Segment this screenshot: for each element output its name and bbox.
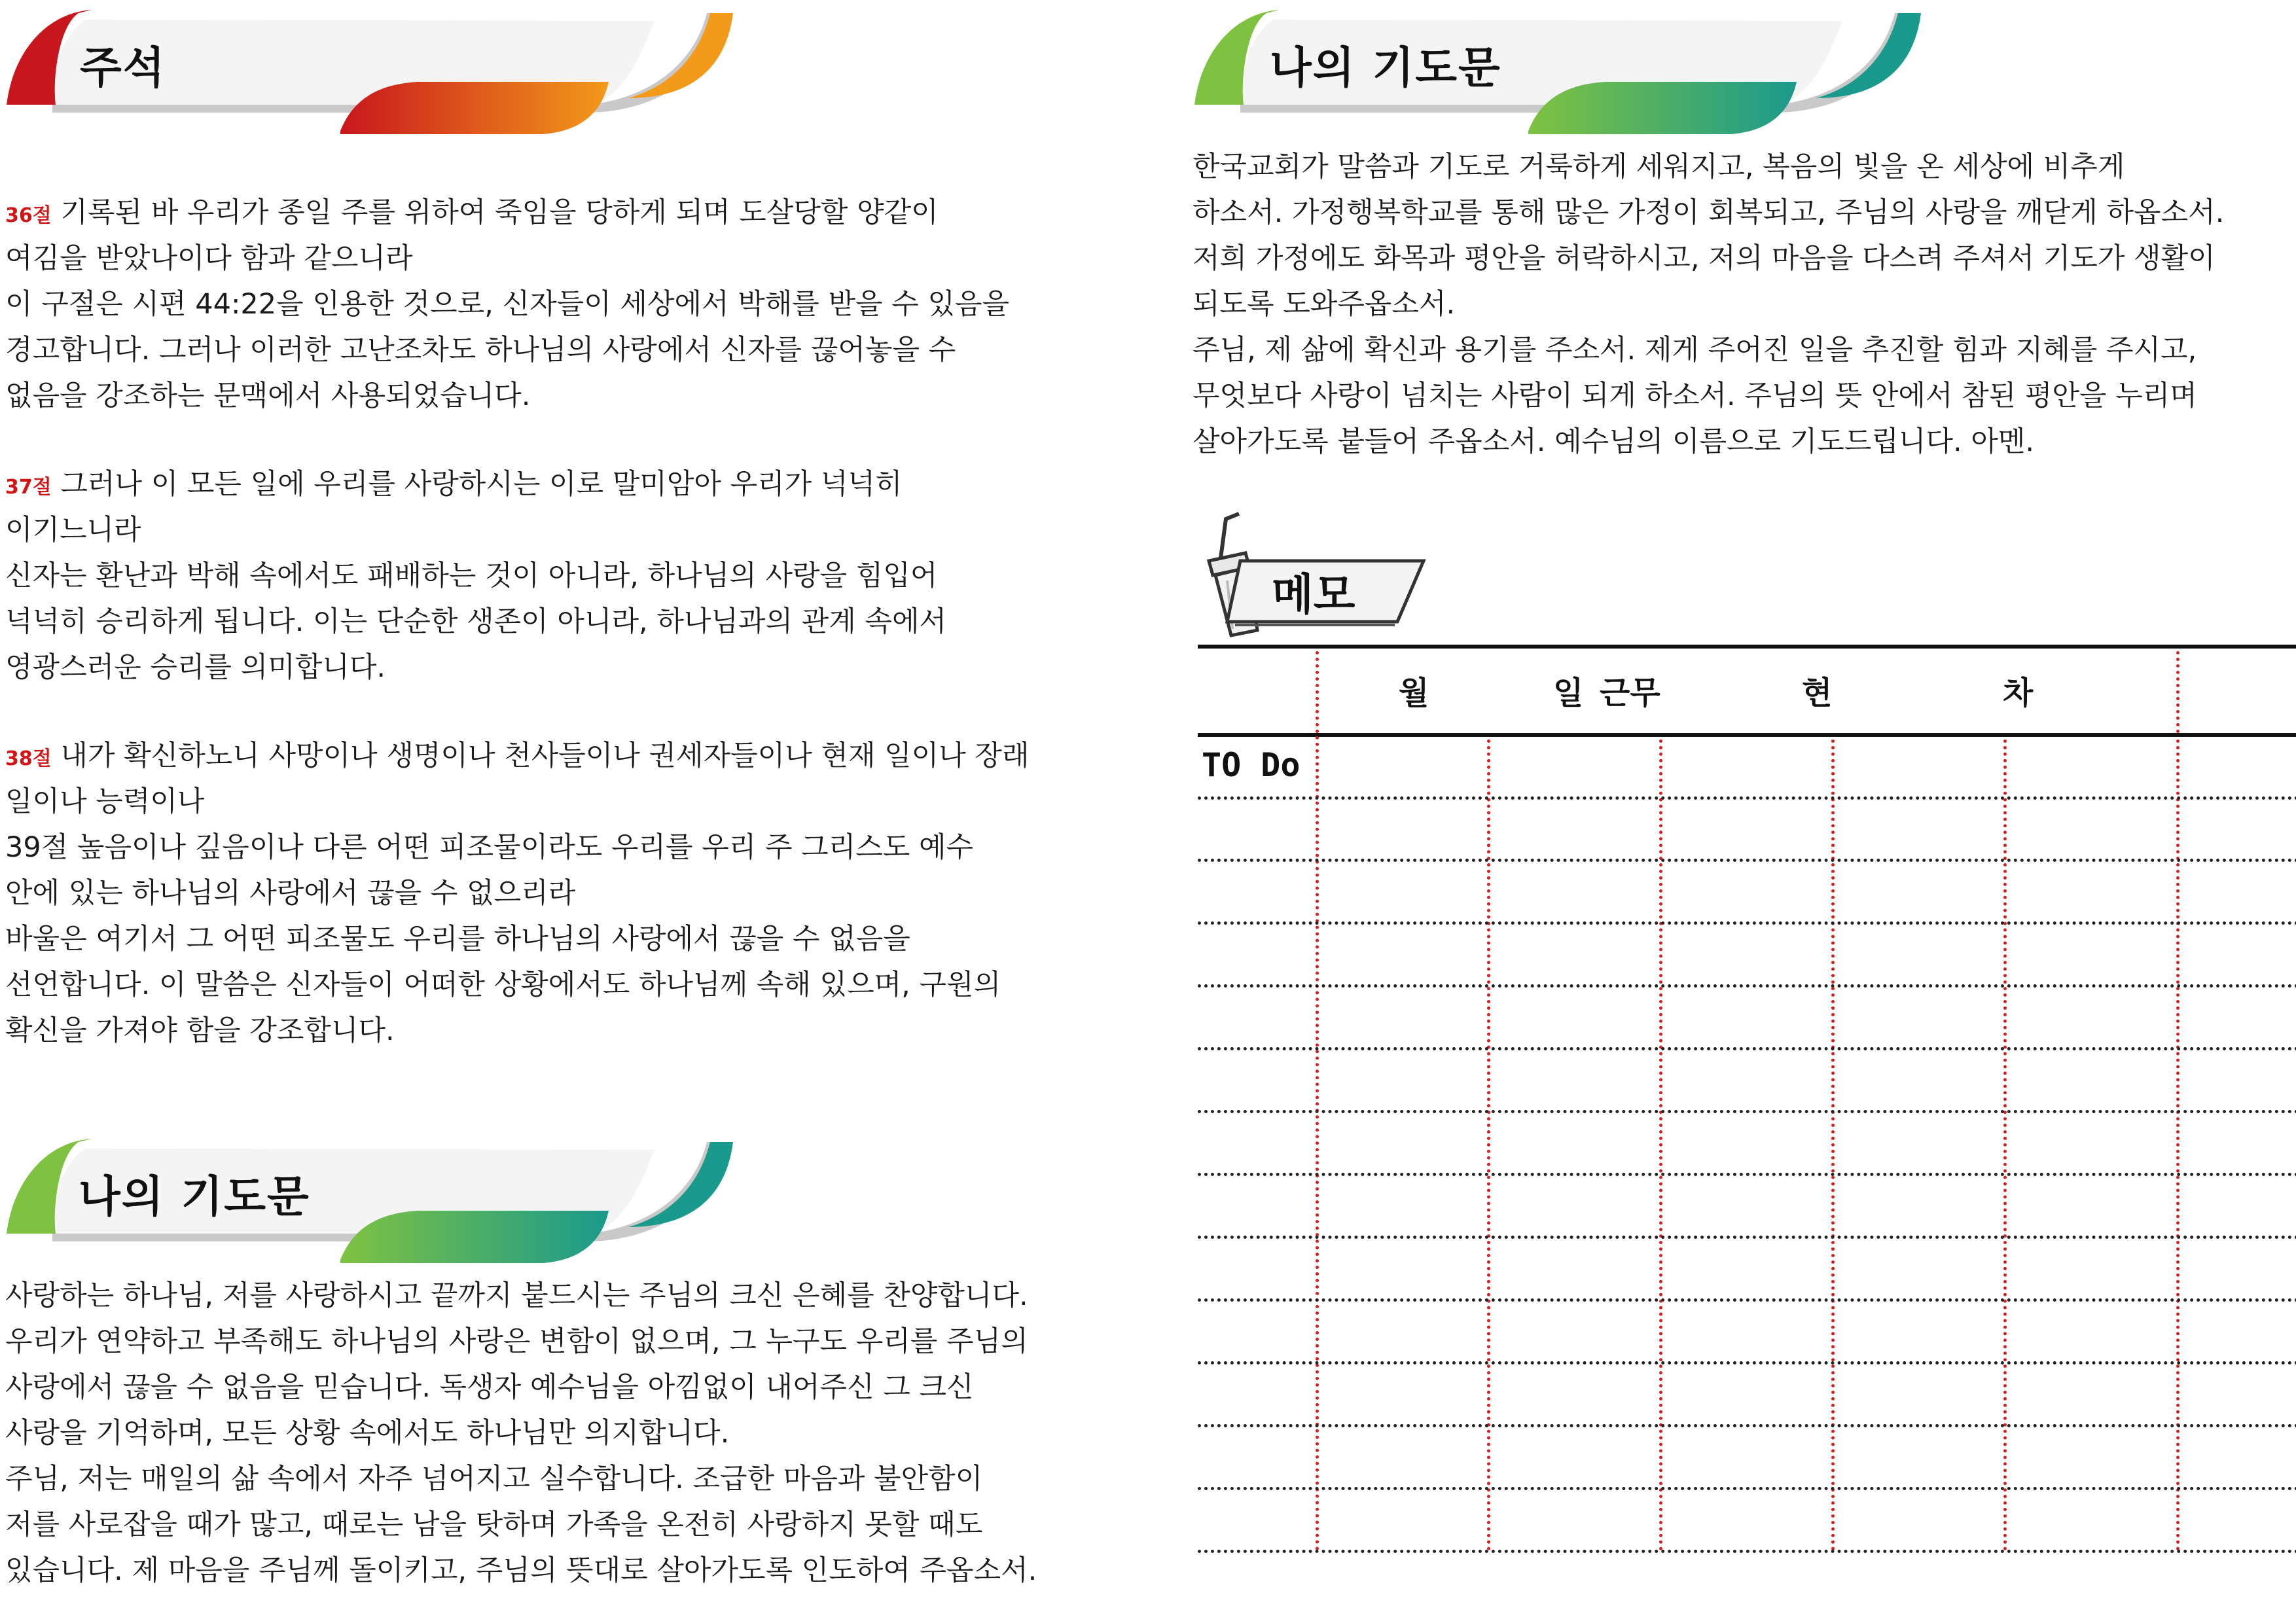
planner-column-divider	[2176, 651, 2179, 733]
planner-header-day: 일	[1553, 675, 1584, 711]
planner-row-line	[1198, 859, 2296, 862]
prayer-right-line-2: 하소서. 가정행복학교를 통해 많은 가정이 회복되고, 주님의 사랑을 깨닫게 하옵소서.	[1193, 196, 2225, 229]
verse-number-37: 37절	[5, 476, 52, 499]
prayer-right-line-1: 한국교회가 말씀과 기도로 거룩하게 세워지고, 복음의 빛을 온 세상에 비추게	[1193, 151, 2125, 183]
verse-37-comment-1: 신자는 환난과 박해 속에서도 패배하는 것이 아니라, 하나님의 사랑을 힘입어	[5, 560, 938, 592]
prayer-right-banner	[1188, 0, 1960, 144]
prayer-left-line-4: 사랑을 기억하며, 모든 상황 속에서도 하나님만 의지합니다.	[5, 1417, 730, 1450]
planner-row-line	[1198, 921, 2296, 925]
prayer-left-line-7: 있습니다. 제 마음을 주님께 돌이키고, 주님의 뜻대로 살아가도록 인도하여 주옵소서.	[5, 1554, 1037, 1587]
planner-top-rule	[1198, 645, 2296, 649]
verse-36-comment-2: 경고합니다. 그러나 이러한 고난조차도 하나님의 사랑에서 신자를 끊어놓을 수	[5, 334, 956, 366]
memo-header	[1201, 507, 1437, 638]
planner-row-line	[1198, 1550, 2296, 1553]
planner-header-work: 근무	[1600, 675, 1660, 711]
planner-row-line	[1198, 1487, 2296, 1490]
planner-row-line	[1198, 1361, 2296, 1364]
prayer-right-line-6: 무엇보다 사랑이 넘치는 사람이 되게 하소서. 주님의 뜻 안에서 참된 평안을 누리며	[1193, 380, 2197, 412]
planner-row-line	[1198, 1173, 2296, 1176]
planner-header-difference: 차	[2003, 675, 2034, 711]
planner-row-line	[1198, 1424, 2296, 1427]
planner-header-rule	[1198, 733, 2296, 737]
todo-label: TO Do	[1202, 746, 1300, 784]
prayer-right-line-7: 살아가도록 붙들어 주옵소서. 예수님의 이름으로 기도드립니다. 아멘.	[1193, 425, 2035, 458]
verse-39-line-1: 39절 높음이나 깊음이나 다른 어떤 피조물이라도 우리를 우리 주 그리스도 예수	[5, 831, 974, 864]
prayer-left-line-1: 사랑하는 하나님, 저를 사랑하시고 끝까지 붙드시는 주님의 크신 은혜를 찬양합니다.	[5, 1279, 1028, 1312]
prayer-right-line-3: 저희 가정에도 화목과 평안을 허락하시고, 저의 마음을 다스려 주셔서 기도가 생활이	[1193, 242, 2215, 275]
verse-37-comment-2: 넉넉히 승리하게 됩니다. 이는 단순한 생존이 아니라, 하나님과의 관계 속에서	[5, 605, 947, 638]
verse-36-line-1: 36절 기록된 바 우리가 종일 주를 위하여 죽임을 당하게 되며 도살당할 양같이	[5, 196, 939, 229]
verse-37-line-1: 37절 그러나 이 모든 일에 우리를 사랑하시는 이로 말미암아 우리가 넉넉히	[5, 468, 903, 501]
verse-37-comment-3: 영광스러운 승리를 의미합니다.	[5, 651, 386, 684]
verse-37-line-2: 이기느니라	[5, 514, 141, 546]
commentary-banner	[0, 0, 772, 144]
prayer-left-title: 나의 기도문	[79, 1171, 310, 1222]
planner-header-month: 월	[1399, 675, 1429, 711]
prayer-left-line-5: 주님, 저는 매일의 삶 속에서 자주 넘어지고 실수합니다. 조급한 마음과 불안함이	[5, 1463, 983, 1495]
verse-number-36: 36절	[5, 204, 52, 227]
planner-column-divider	[1316, 651, 1319, 1551]
prayer-left-line-6: 저를 사로잡을 때가 많고, 때로는 남을 탓하며 가족을 온전히 사랑하지 못할 때도	[5, 1508, 983, 1541]
verse-36-line-2: 여김을 받았나이다 함과 같으니라	[5, 242, 413, 275]
prayer-right-line-5: 주님, 제 삶에 확신과 용기를 주소서. 제게 주어진 일을 추진할 힘과 지혜를 주시고,	[1193, 334, 2197, 366]
planner-row-line	[1198, 1047, 2296, 1050]
verse-38-comment-2: 선언합니다. 이 말씀은 신자들이 어떠한 상황에서도 하나님께 속해 있으며, 구원의	[5, 969, 1001, 1001]
planner-row-line	[1198, 1236, 2296, 1239]
memo-title: 메모	[1272, 569, 1355, 620]
planner-row-line	[1198, 984, 2296, 988]
verse-number-38: 38절	[5, 747, 52, 770]
planner-row-line	[1198, 1110, 2296, 1113]
prayer-left-line-2: 우리가 연약하고 부족해도 하나님의 사랑은 변함이 없으며, 그 누구도 우리를 주님의	[5, 1325, 1028, 1358]
prayer-right-title: 나의 기도문	[1270, 43, 1501, 93]
planner-header-current: 현	[1802, 675, 1833, 711]
verse-36-comment-1: 이 구절은 시편 44:22을 인용한 것으로, 신자들이 세상에서 박해를 받을 수 있음을	[5, 288, 1010, 321]
verse-39-line-2: 안에 있는 하나님의 사랑에서 끊을 수 없으리라	[5, 877, 576, 910]
verse-38-comment-3: 확신을 가져야 함을 강조합니다.	[5, 1014, 395, 1047]
verse-36-comment-3: 없음을 강조하는 문맥에서 사용되었습니다.	[5, 380, 531, 412]
prayer-left-line-3: 사랑에서 끊을 수 없음을 믿습니다. 독생자 예수님을 아낌없이 내어주신 그 크신	[5, 1371, 974, 1404]
verse-38-line-2: 일이나 능력이나	[5, 785, 205, 818]
verse-38-line-1: 38절 내가 확신하노니 사망이나 생명이나 천사들이나 권세자들이나 현재 일이나 장래	[5, 740, 1030, 772]
planner-row-line	[1198, 1298, 2296, 1302]
commentary-title: 주석	[80, 43, 166, 93]
prayer-left-banner	[0, 1129, 772, 1273]
planner-row-line	[1198, 796, 2296, 800]
verse-38-comment-1: 바울은 여기서 그 어떤 피조물도 우리를 하나님의 사랑에서 끊을 수 없음을	[5, 923, 910, 955]
prayer-right-line-4: 되도록 도와주옵소서.	[1193, 288, 1456, 321]
